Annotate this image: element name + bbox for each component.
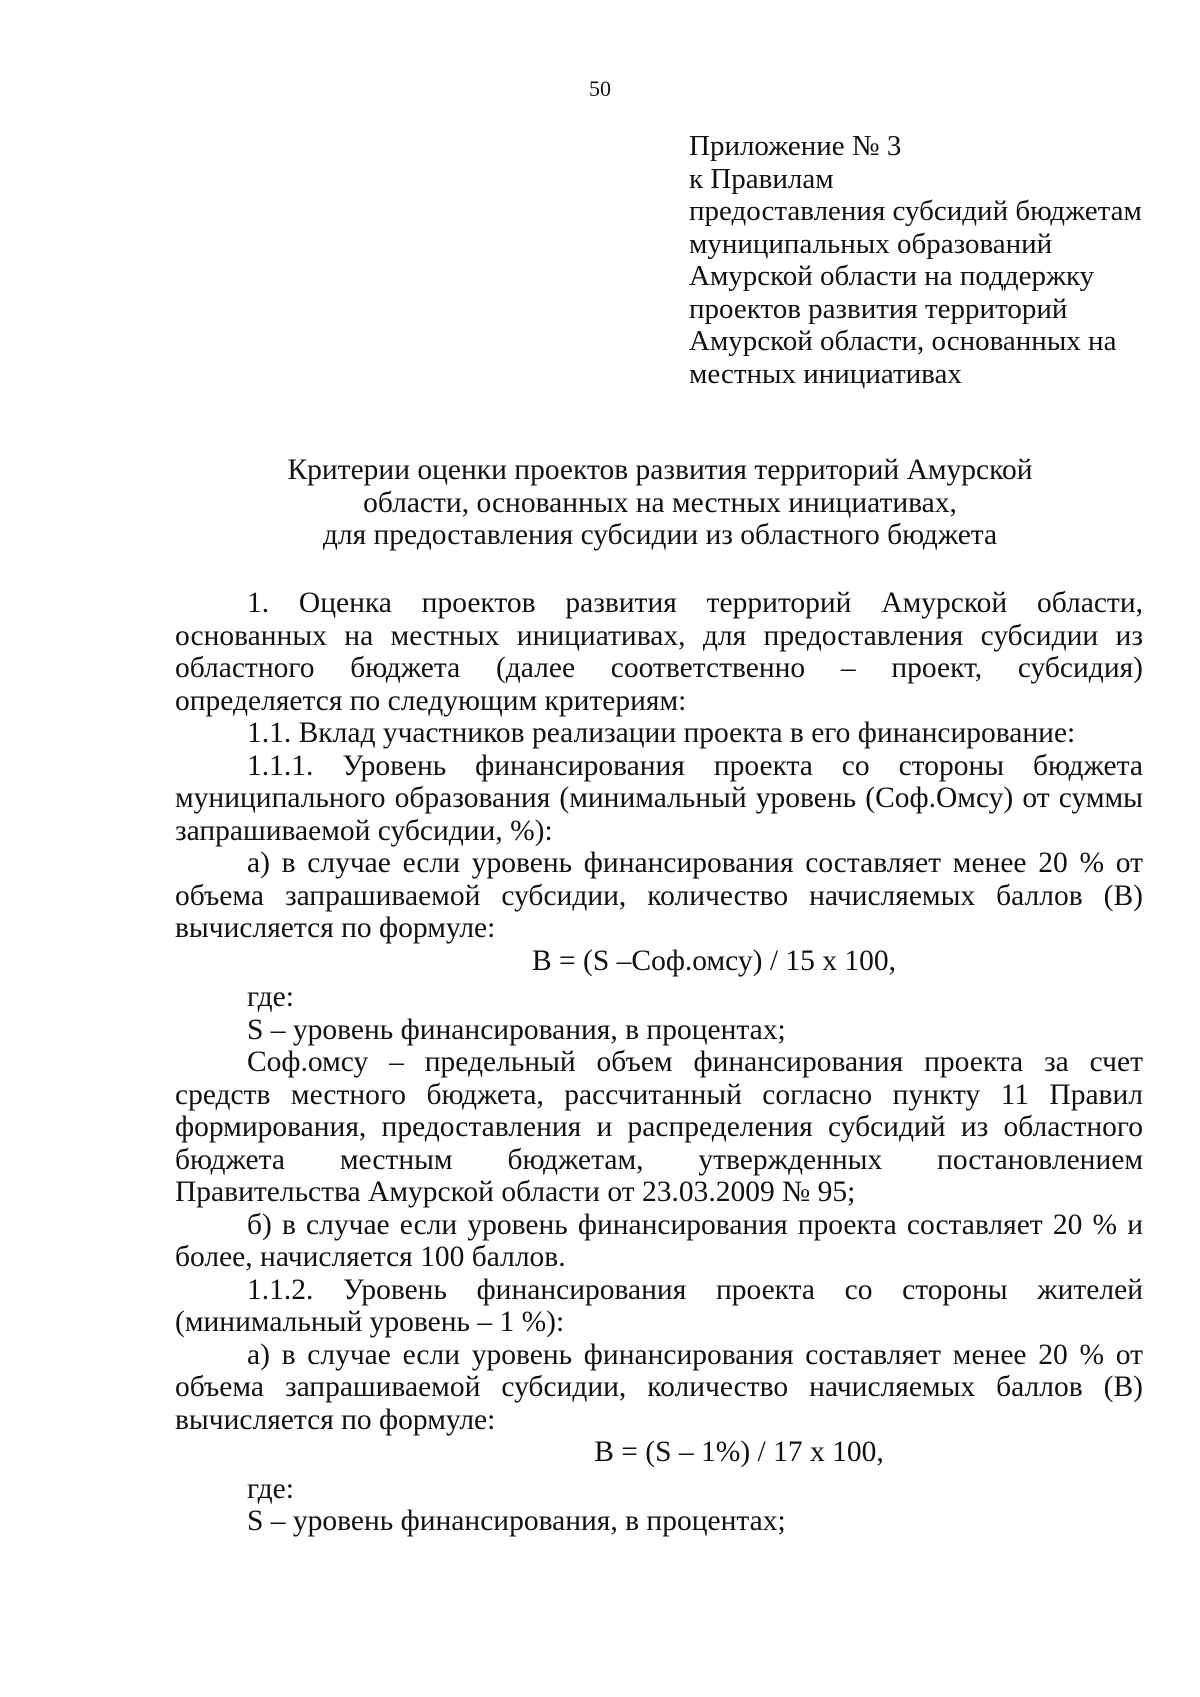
- appendix-header: [689, 130, 1159, 390]
- where-label-1: где:: [247, 981, 294, 1013]
- paragraph-1-1-1-b: б) в случае если уровень финансирования проекта составляет 20 % и более, начисляется 100 баллов.: [175, 1208, 1143, 1273]
- document-title: [160, 454, 1160, 552]
- sof-definition: Соф.омсу – предельный объем финансирования проекта за счет средств местного бюджета, рассчитанный согласно пункту 11 Правил формирования, предоставления и распределения субсидий из областного бюджета местным бюджетам, утвержденных постановлением Правительства Амурской области от 23.03.2009 № 95;: [175, 1046, 1143, 1208]
- page-number: 50: [589, 76, 611, 101]
- s-definition-1: S – уровень финансирования, в процентах;: [247, 1013, 786, 1046]
- s-definition-2: S – уровень финансирования, в процентах;: [247, 1505, 786, 1537]
- appendix-line: муниципальных образований: [689, 227, 1053, 260]
- appendix-line: Амурской области, основанных на: [689, 325, 1117, 357]
- title-line: для предоставления субсидии из областного бюджета: [322, 519, 998, 551]
- paragraph-1-1-1: 1.1.1. Уровень финансирования проекта со стороны бюджета муниципального образования (минимальный уровень (Соф.Омсу) от суммы запрашиваемой субсидии, %):: [175, 749, 1143, 847]
- paragraph-1-1-2: 1.1.2. Уровень финансирования проекта со стороны жителей (минимальный уровень – 1 %):: [175, 1273, 1143, 1338]
- formula-1: В = (S –Соф.омсу) / 15 х 100,: [531, 944, 897, 977]
- where-label-2: где:: [247, 1472, 294, 1505]
- title-line: Критерии оценки проектов развития территорий Амурской: [287, 454, 1033, 486]
- paragraph-1-1-1-a: а) в случае если уровень финансирования составляет менее 20 % от объема запрашиваемой субсидии, количество начисляемых баллов (В) вычисляется по формуле:: [175, 847, 1143, 944]
- formula-2: В = (S – 1%) / 17 х 100,: [594, 1436, 884, 1468]
- paragraph-1-1-2-a: а) в случае если уровень финансирования составляет менее 20 % от объема запрашиваемой субсидии, количество начисляемых баллов (В) вычисляется по формуле:: [175, 1338, 1143, 1436]
- appendix-line: предоставления субсидий бюджетам: [689, 195, 1142, 227]
- paragraph-1-1: 1.1. Вклад участников реализации проекта в его финансирование:: [247, 717, 1076, 749]
- paragraph-1: 1. Оценка проектов развития территорий Амурской области, основанных на местных инициативах, для предоставления субсидии из областного бюджета (далее соответственно – проект, субсидия) определяется по следующим критериям:: [175, 587, 1143, 717]
- appendix-line: проектов развития территорий: [689, 292, 1068, 325]
- appendix-line: местных инициативах: [689, 357, 962, 390]
- title-line: области, основанных на местных инициативах,: [363, 486, 957, 519]
- appendix-line: Приложение № 3: [689, 130, 902, 162]
- document-body: [175, 587, 1143, 1538]
- appendix-line: к Правилам: [689, 162, 834, 195]
- appendix-line: Амурской области на поддержку: [689, 260, 1095, 292]
